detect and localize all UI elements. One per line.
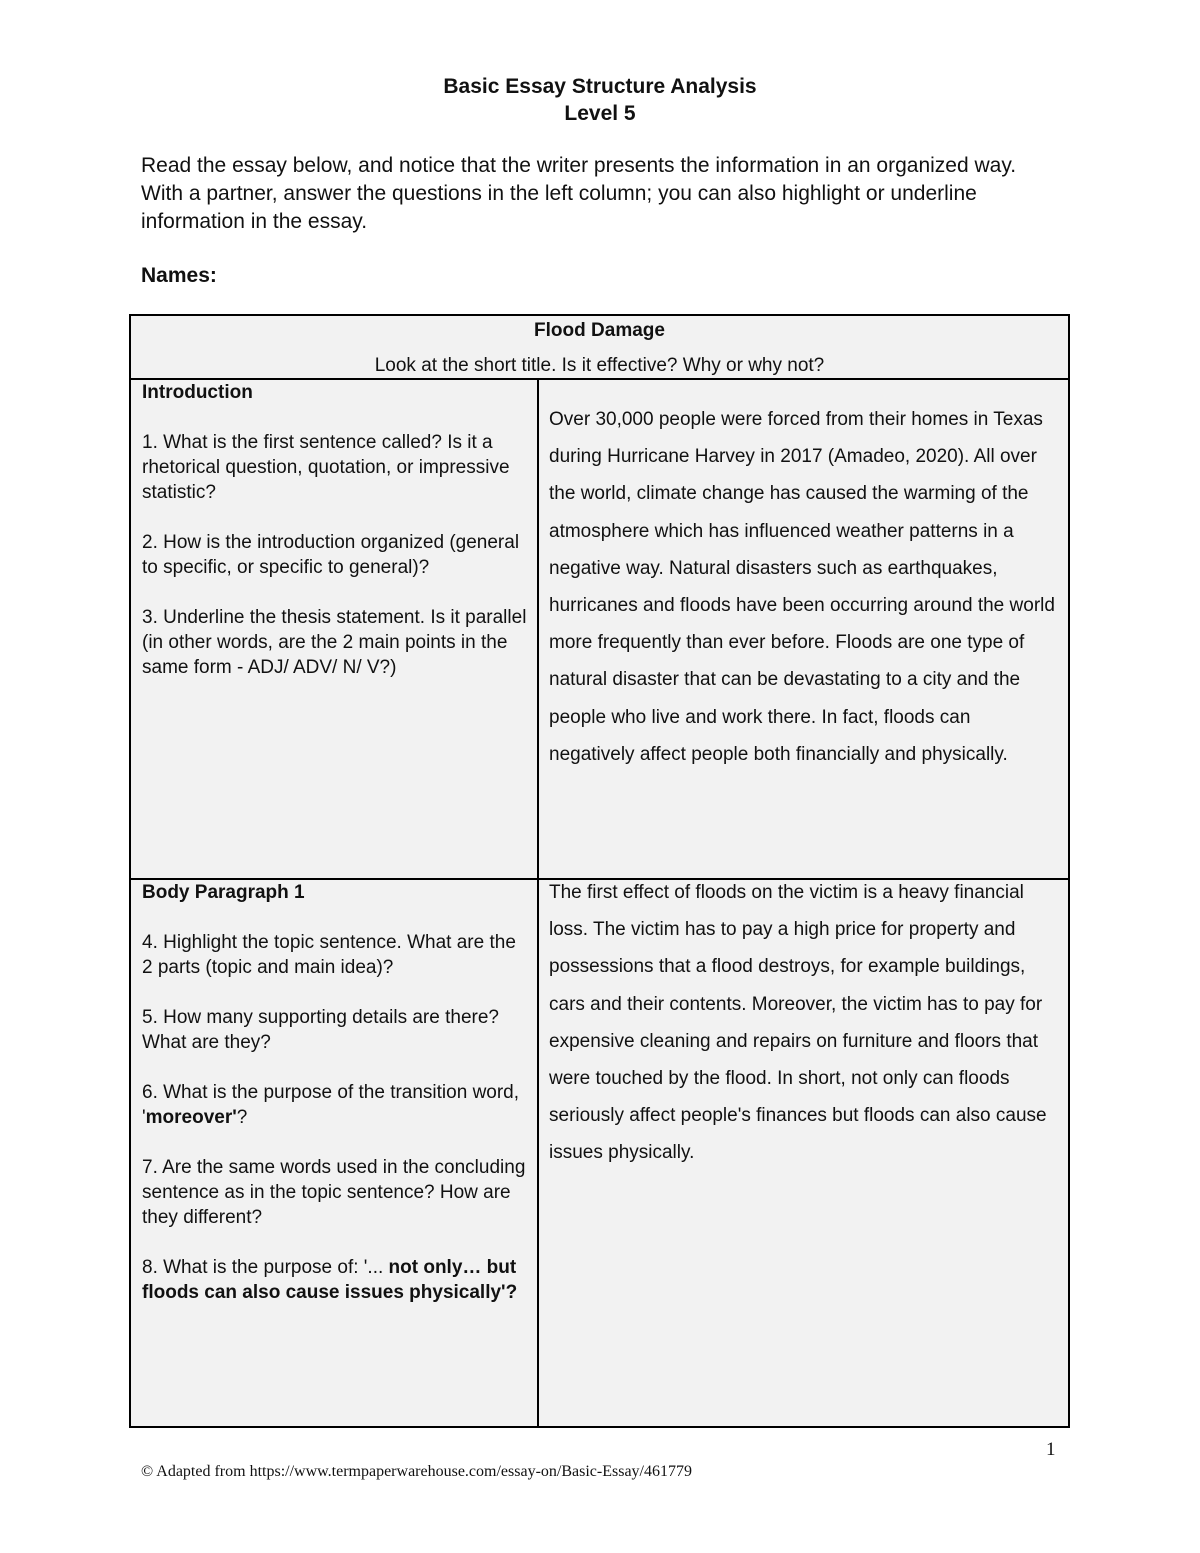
page-number: 1 — [1046, 1439, 1056, 1460]
level-label: Level 5 — [564, 102, 636, 125]
title-question: Look at the short title. Is it effective? Why or why not? — [374, 355, 825, 376]
question-1: 1. What is the first sentence called? Is it a rhetorical question, quotation, or impressive statistic? — [142, 432, 510, 503]
introduction-questions-cell — [142, 380, 527, 705]
body-paragraph-1-questions-cell — [142, 880, 527, 1330]
instructions-text: Read the essay below, and notice that the writer presents the information in an organized way. With a partner, answer the questions in the left column; you can also highlight or underline information in the essay. — [141, 154, 1017, 233]
question-6-prefix: 6. What is the purpose of the transition word, ' — [142, 1082, 520, 1128]
names-label: Names: — [141, 264, 217, 287]
question-3: 3. Underline the thesis statement. Is it parallel (in other words, are the 2 main points in the same form - ADJ/ ADV/ N/ V?) — [142, 607, 527, 678]
body-paragraph-1-essay-text: The first effect of floods on the victim is a heavy financial loss. The victim has to pay a high price for property and possessions that a flood destroys, for example buildings, cars and their contents. Moreover, the victim has to pay for expensive cleaning and repairs on furniture and floors that were touched by the flood. In short, not only can floods seriously affect people's finances but floods can also cause issues physically. — [549, 882, 1047, 1164]
page-title — [0, 73, 1200, 127]
essay-analysis-table — [129, 314, 1070, 1428]
question-6-suffix: ? — [236, 1107, 248, 1128]
introduction-essay-text: Over 30,000 people were forced from their homes in Texas during Hurricane Harvey in 2017 (Amadeo, 2020). All over the world, climate change has caused the warming of the atmosphere which has influenced weather patterns in a negative way. Natural disasters such as earthquakes, hurricanes and floods have been occurring around the world more frequently than ever before. Floods are one type of natural disaster that can be devastating to a city and the people who live and work there. In fact, floods can negatively affect people both financially and physically. — [549, 409, 1055, 765]
document-title: Basic Essay Structure Analysis — [443, 75, 757, 98]
essay-title-row — [131, 316, 1068, 380]
column-divider — [537, 378, 539, 1426]
question-2: 2. How is the introduction organized (general to specific, or specific to general)? — [142, 532, 520, 578]
question-8-quote: not only… but floods can also cause issues physically'? — [142, 1257, 518, 1303]
question-6 — [142, 1080, 527, 1130]
question-8 — [142, 1255, 527, 1305]
question-4: 4. Highlight the topic sentence. What are the 2 parts (topic and main idea)? — [142, 932, 516, 978]
source-credit: © Adapted from https://www.termpaperwarehouse.com/essay-on/Basic-Essay/461779 — [141, 1463, 692, 1480]
question-5: 5. How many supporting details are there? What are they? — [142, 1007, 499, 1053]
question-8-prefix: 8. What is the purpose of: '... — [142, 1257, 384, 1278]
question-6-keyword: moreover' — [145, 1107, 237, 1128]
essay-title: Flood Damage — [534, 320, 665, 341]
introduction-heading: Introduction — [142, 382, 253, 403]
body-paragraph-1-heading: Body Paragraph 1 — [142, 882, 305, 903]
question-7: 7. Are the same words used in the concluding sentence as in the topic sentence? How are they different? — [142, 1157, 526, 1228]
